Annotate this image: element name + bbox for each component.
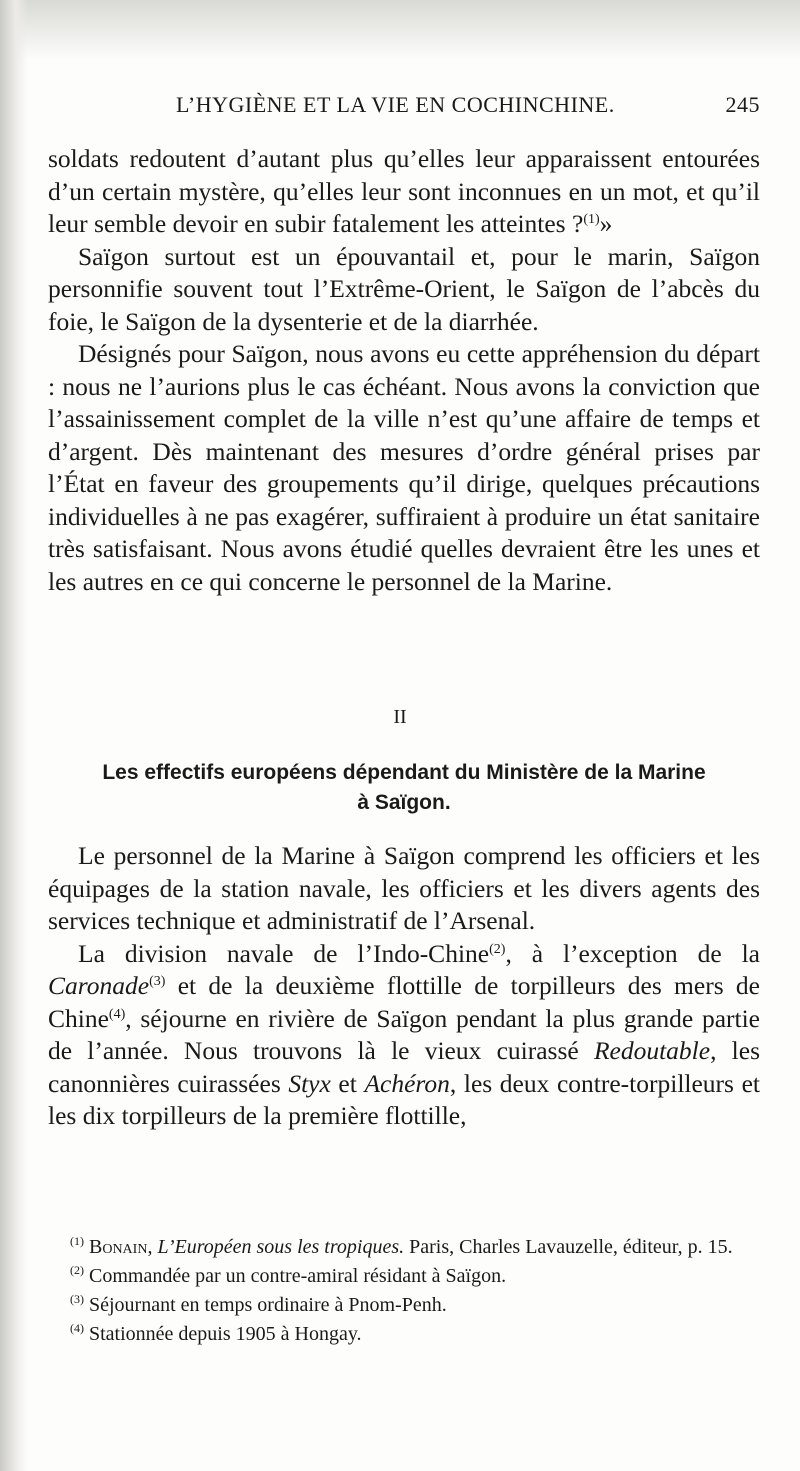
running-head (48, 92, 760, 122)
ship-name-acheron: Achéron (364, 1068, 450, 1098)
division-text-2: , à l’exception de la (505, 938, 760, 968)
section-numeral: II (393, 706, 407, 728)
paragraph-saigon-epouvantail: Saïgon surtout est un épouvantail et, pour le marin, Saïgon personnifie souvent tout l’Extrême-Orient, le Saïgon de l’abcès du foie, le Saïgon de la dysenterie et de la diarrhée. (48, 241, 760, 336)
footnote-1-mark: (1) (70, 1234, 84, 1248)
body-text-top (48, 143, 760, 598)
ship-name-caronade: Caronade (48, 971, 150, 1000)
running-title: L’HYGIÈNE ET LA VIE EN COCHINCHINE. (176, 92, 615, 117)
division-text-3: et de la deuxième flottille de torpilleurs des mers de Chine (48, 971, 760, 1033)
division-text-1: La division navale de l’Indo-Chine (78, 938, 490, 968)
page-number: 245 (725, 92, 760, 117)
footnote-3 (70, 1291, 760, 1320)
division-text-5: , les canonnières cuirassées (48, 1036, 761, 1098)
scan-shadow-left (0, 0, 28, 1471)
footnote-ref-3: (3) (149, 974, 166, 989)
footnote-ref-1: (1) (583, 212, 600, 227)
closing-quote: » (599, 209, 613, 238)
footnote-1-author: Bonain (89, 1236, 148, 1258)
division-text-6: et (330, 1068, 365, 1098)
footnote-4-mark: (4) (70, 1321, 84, 1335)
footnote-2-text: Commandée par un contre-amiral résidant à Saïgon. (89, 1265, 507, 1287)
paragraph-continued (48, 143, 760, 241)
footnote-ref-4: (4) (108, 1006, 126, 1022)
footnote-2 (70, 1262, 760, 1291)
footnote-3-mark: (3) (70, 1292, 84, 1306)
paragraph-designes-pour-saigon: Désignés pour Saïgon, nous avons eu cette appréhension du départ : nous ne l’aurions plus le cas échéant. Nous avons la conviction que l’assainissement complet de la ville n’est qu’une affaire de temps et d’argent. Dès maintenant des mesures d’ordre général prises par l’État en faveur des groupements qu’il dirige, quelques précautions individuelles à ne pas exagérer, suffiraient à produire un état sanitaire très satisfaisant. Nous avons étudié quelles devraient être les unes et les autres en ce qui concerne le personnel de la Marine. (48, 339, 760, 596)
footnote-3-text: Séjournant en temps ordinaire à Pnom-Penh. (89, 1294, 447, 1316)
footnote-ref-2: (2) (489, 941, 506, 957)
ship-name-redoutable: Redoutable (593, 1036, 711, 1065)
section-heading-line-2: à Saïgon. (357, 791, 451, 814)
footnote-1-title: L’Européen sous les tropiques. (157, 1236, 405, 1258)
footnote-1: $^{(1)}$ Bonain, L’Européen sous les tropiques. Paris, Charles Lavauzelle, éditeur, p. 15. (70, 1234, 733, 1258)
ship-name-styx: Styx (288, 1068, 331, 1098)
footnote-4 (70, 1320, 760, 1349)
footnote-4-text: Stationnée depuis 1905 à Hongay. (89, 1323, 362, 1345)
footnote-1-rest: Paris, Charles Lavauzelle, éditeur, p. 15. (404, 1236, 733, 1258)
division-text-4: , séjourne en rivière de Saïgon pendant la plus grande partie de l’année. Nous trouvons là le vieux cuirassé (48, 1003, 760, 1065)
footnotes (70, 1233, 760, 1349)
paragraph-personnel-marine: Le personnel de la Marine à Saïgon comprend les officiers et les équipages de la station navale, les officiers et les divers agents des services technique et administratif de l’Arsenal. (48, 841, 760, 935)
body-text-bottom (48, 840, 760, 1133)
section-heading-line-1: Les effectifs européens dépendant du Ministère de la Marine (102, 761, 706, 784)
scan-shadow-top (0, 0, 800, 60)
paragraph-continued-text: soldats redoutent d’autant plus qu’elles leur apparaissent entourées d’un certain mystère, qu’elles leur sont inconnues en un mot, et qu’il leur semble devoir en subir fatalement les atteintes ? (48, 144, 760, 238)
paragraph-division-navale (48, 938, 760, 1133)
footnote-2-mark: (2) (70, 1263, 84, 1277)
division-text-7: , les deux contre-torpilleurs et les dix torpilleurs de la première flottille, (48, 1068, 760, 1130)
section-heading (48, 758, 760, 818)
